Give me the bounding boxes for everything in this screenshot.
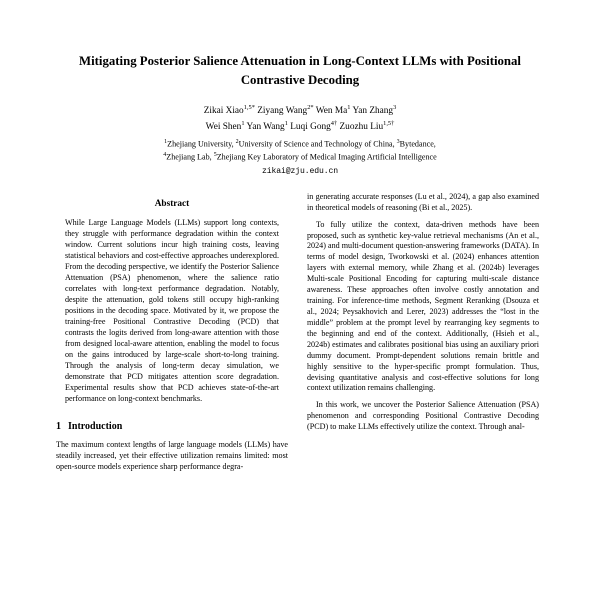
author-name: Wen Ma <box>315 106 348 117</box>
author-sup: 1,5† <box>383 119 395 127</box>
affiliation-line-1 <box>56 138 544 151</box>
affiliation-sup: 4 <box>163 151 167 158</box>
affiliation-text: Zhejiang Lab, <box>166 152 212 162</box>
contact-email[interactable]: zikai@zju.edu.cn <box>261 166 339 176</box>
author-line-1 <box>56 103 544 119</box>
author-name: Ziyang Wang <box>257 106 308 117</box>
section-number: 1 <box>56 421 61 433</box>
author-sup: 2* <box>307 104 314 112</box>
paragraph: In this work, we uncover the Posterior Salience Attenuation (PSA) phenomenon and corresponding Positional Contrastive Decoding (PCD) to make LLMs effectively utilize the context. Through anal- <box>307 400 539 432</box>
affiliation-text: Bytedance, <box>399 139 436 149</box>
affiliation-sup: 2 <box>235 139 239 146</box>
author-sup: 4† <box>330 119 338 127</box>
affiliation-sup: 5 <box>213 151 217 158</box>
abstract-body: While Large Language Models (LLMs) support long contexts, they struggle with performance degradation within the context window. Current solutions incur high training costs, leaving statistical behaviors and cost-effective approaches underexplored. From the decoding perspective, we identify the Posterior Salience Attenuation (PSA) phenomenon, where the salience ratio correlates with long-text performance degradation. Notably, despite the attenuation, gold tokens still occupy high-ranking positions in the decoding space. Motivated by it, we propose the training-free Positional Contrastive Decoding (PCD) that contrasts the logits derived from long-aware attention with those from designed local-aware attention, enabling the model to focus on the gains introduced by large-scale short-to-long training. Through the analysis of long-term decay simulation, we demonstrate that PCD mitigates attention score degradation. Experimental results show that PCD achieves state-of-the-art performance on long-context benchmarks. <box>65 218 279 404</box>
author-sup: 1 <box>284 119 288 127</box>
author-name: Yan Wang <box>246 121 285 132</box>
author-name: Zikai Xiao <box>203 106 244 117</box>
author-sup: 1 <box>241 119 245 127</box>
author-name: Zuozhu Liu <box>339 121 384 132</box>
section-heading-introduction <box>56 420 288 434</box>
affiliation-sup: 3 <box>396 139 400 146</box>
author-sup: 1 <box>347 104 351 112</box>
affiliation-text: Zhejiang University, <box>167 139 234 149</box>
author-name: Wei Shen <box>205 121 242 132</box>
abstract-heading: Abstract <box>154 198 190 209</box>
affiliation-text: Zhejiang Key Laboratory of Medical Imaging Artificial Intelligence <box>216 152 437 162</box>
paragraph: in generating accurate responses (Lu et al., 2024), a gap also examined in theoretical models of reasoning (Bi et al., 2025). <box>307 191 539 212</box>
left-column <box>56 192 288 479</box>
author-sup: 1,5* <box>243 104 255 112</box>
author-list <box>56 103 544 134</box>
affiliation-sup: 1 <box>164 139 168 146</box>
section-title: Introduction <box>68 421 123 433</box>
author-name: Luqi Gong <box>290 121 331 132</box>
affiliation-line-2 <box>56 151 544 164</box>
paragraph: The maximum context lengths of large language models (LLMs) have steadily increased, yet their effective utilization remains limited: most open-source models experience sharp performance degra- <box>56 439 288 471</box>
affiliations <box>56 138 544 164</box>
author-line-2 <box>56 119 544 135</box>
paragraph: To fully utilize the context, data-driven methods have been proposed, such as synthetic key-value retrieval mechanisms (An et al., 2024) and multi-document question-answering frameworks (DATA). In terms of model design, Tworkowski et al. (2024) enhances attention layers with external memory, while Zhang et al. (2024b) leverages Multi-scale Positional Encoding for capturing multi-scale distance awareness. These approaches often involve costly annotation and training. For inference-time methods, Segment Reranking (Dsouza et al., 2024; Peysakhovich and Lerer, 2023) addresses the “lost in the middle” problem at the prompt level by rearranging key segments to the beginning and end of the context. Additionally, (Hsieh et al., 2024b) estimates and calibrates positional bias using an auxiliary priori dummy document. Prompt-dependent solutions remain brittle and highly sensitive to the hyper-specific prompt formulation. Thus, devising quantitative analysis and cost-effective solutions for long context utilization remains challenging. <box>307 219 539 393</box>
body-columns <box>56 192 544 479</box>
right-column <box>307 192 539 479</box>
author-name: Yan Zhang <box>352 106 394 117</box>
affiliation-text: University of Science and Technology of China, <box>238 139 395 149</box>
author-sup: 3 <box>393 104 397 112</box>
page-title: Mitigating Posterior Salience Attenuation in Long-Context LLMs with Positional Contrastive Decoding <box>79 54 521 87</box>
